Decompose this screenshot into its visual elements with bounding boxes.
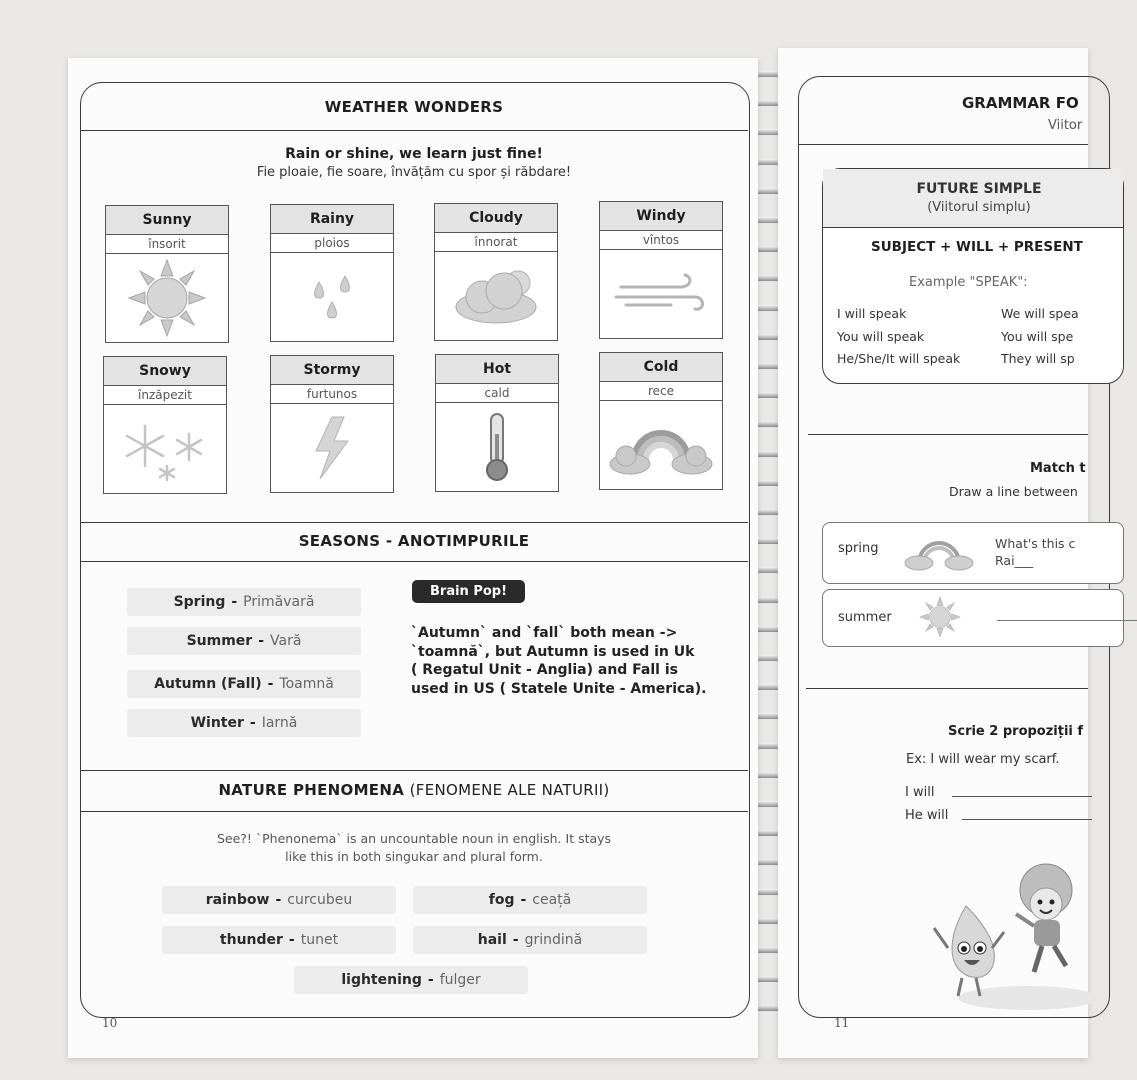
weather-card-cold — [599, 352, 723, 490]
answer-line[interactable] — [997, 620, 1137, 621]
divider — [80, 811, 748, 812]
card-label-ro: înzăpezit — [104, 386, 226, 405]
grammar-title: GRAMMAR FO — [962, 94, 1079, 112]
future-simple-box — [822, 168, 1124, 384]
brain-pop-badge: Brain Pop! — [412, 580, 525, 603]
future-example: Example "SPEAK": — [909, 275, 1028, 290]
divider — [80, 561, 748, 562]
nature-note: See?! `Phenonema` is an uncountable noun in english. It stays like this in both singukar and plural form. — [216, 831, 612, 864]
left-page — [68, 58, 758, 1058]
weather-card-hot — [435, 354, 559, 492]
future-simple-subtitle: (Viitorul simplu) — [927, 200, 1031, 215]
thermometer-icon — [477, 410, 517, 484]
season-winter: Winter - Iarnă — [127, 709, 361, 737]
card-label-ro: însorit — [106, 235, 228, 254]
seasons-title: SEASONS - ANOTIMPURILE — [298, 532, 530, 550]
card-label-en: Stormy — [271, 356, 393, 385]
season-autumn: Autumn (Fall) - Toamnă — [127, 670, 361, 698]
card-label-en: Sunny — [106, 206, 228, 235]
season-summer: Summer - Vară — [127, 627, 361, 655]
card-label-ro: ploios — [271, 234, 393, 253]
match-question: What's this c Rai___ — [995, 536, 1076, 568]
card-label-en: Rainy — [271, 205, 393, 234]
match-word-spring: spring — [838, 541, 879, 556]
phenomenon-lightening: lightening - fulger — [294, 966, 528, 994]
wind-icon — [611, 269, 711, 319]
write-line-2[interactable] — [962, 819, 1092, 820]
conjugation-col-1: I will speak You will speak He/She/It will speak — [837, 306, 961, 366]
write-title: Scrie 2 propoziții f — [948, 724, 1084, 739]
divider — [80, 522, 748, 523]
sun-icon — [919, 596, 961, 638]
cloud-icon — [446, 261, 546, 331]
rainbow-icon — [905, 531, 973, 571]
divider — [798, 144, 1088, 145]
divider — [806, 688, 1088, 689]
weather-subtitle-ro: Fie ploaie, fie soare, învățăm cu spor și răbdare! — [256, 165, 572, 180]
weather-card-windy — [599, 201, 723, 339]
phenomenon-hail: hail - grindină — [413, 926, 647, 954]
raindrops-icon — [297, 262, 367, 332]
write-line-2-label: He will — [905, 808, 949, 823]
conjugation-col-2: We will spea You will spe They will sp — [1001, 306, 1079, 366]
match-row-summer — [822, 589, 1124, 647]
future-simple-header — [823, 169, 1123, 228]
season-spring: Spring - Primăvară — [127, 588, 361, 616]
sun-icon — [127, 258, 207, 338]
weather-card-stormy — [270, 355, 394, 493]
brain-pop-note: `Autumn` and `fall` both mean -> `toamnă`, but Autumn is used in Uk ( Regatul Unit - Anglia) and Fall is used in US ( Statele Unite - America). — [411, 625, 707, 697]
card-label-ro: furtunos — [271, 385, 393, 404]
write-line-1-label: I will — [905, 785, 935, 800]
match-word-summer: summer — [838, 610, 892, 625]
card-label-en: Snowy — [104, 357, 226, 386]
page-number-left: 10 — [102, 1016, 118, 1030]
lightning-icon — [302, 413, 362, 483]
divider — [808, 434, 1088, 435]
nature-title: NATURE PHENOMENA (FENOMENE ALE NATURII) — [218, 781, 610, 799]
weather-title: WEATHER WONDERS — [324, 98, 504, 116]
card-label-ro: rece — [600, 382, 722, 401]
future-formula: SUBJECT + WILL + PRESENT — [871, 239, 1083, 255]
card-label-en: Hot — [436, 355, 558, 384]
card-label-en: Cloudy — [435, 204, 557, 233]
card-label-en: Windy — [600, 202, 722, 231]
phenomenon-fog: fog - ceață — [413, 886, 647, 914]
write-line-1[interactable] — [952, 796, 1092, 797]
phenomenon-thunder: thunder - tunet — [162, 926, 396, 954]
write-example: Ex: I will wear my scarf. — [906, 752, 1060, 767]
divider — [80, 770, 748, 771]
grammar-subtitle: Viitor — [1048, 118, 1083, 133]
weather-subtitle-en: Rain or shine, we learn just fine! — [285, 146, 543, 162]
weather-card-snowy — [103, 356, 227, 494]
rainbow-cloud-icon — [606, 410, 716, 480]
divider — [80, 130, 748, 131]
card-label-ro: cald — [436, 384, 558, 403]
cartoon-characters-icon — [918, 848, 1088, 1018]
weather-card-rainy — [270, 204, 394, 342]
right-page — [778, 48, 1088, 1058]
match-instruction: Draw a line between — [949, 484, 1078, 499]
phenomenon-rainbow: rainbow - curcubeu — [162, 886, 396, 914]
card-label-en: Cold — [600, 353, 722, 382]
weather-card-sunny — [105, 205, 229, 343]
weather-card-cloudy — [434, 203, 558, 341]
future-simple-title: FUTURE SIMPLE — [916, 181, 1042, 197]
match-title: Match t — [1030, 461, 1086, 476]
snowflake-icon — [115, 414, 215, 484]
match-row-spring — [822, 522, 1124, 584]
card-label-ro: înnorat — [435, 233, 557, 252]
card-label-ro: vîntos — [600, 231, 722, 250]
page-number-right: 11 — [834, 1016, 850, 1030]
